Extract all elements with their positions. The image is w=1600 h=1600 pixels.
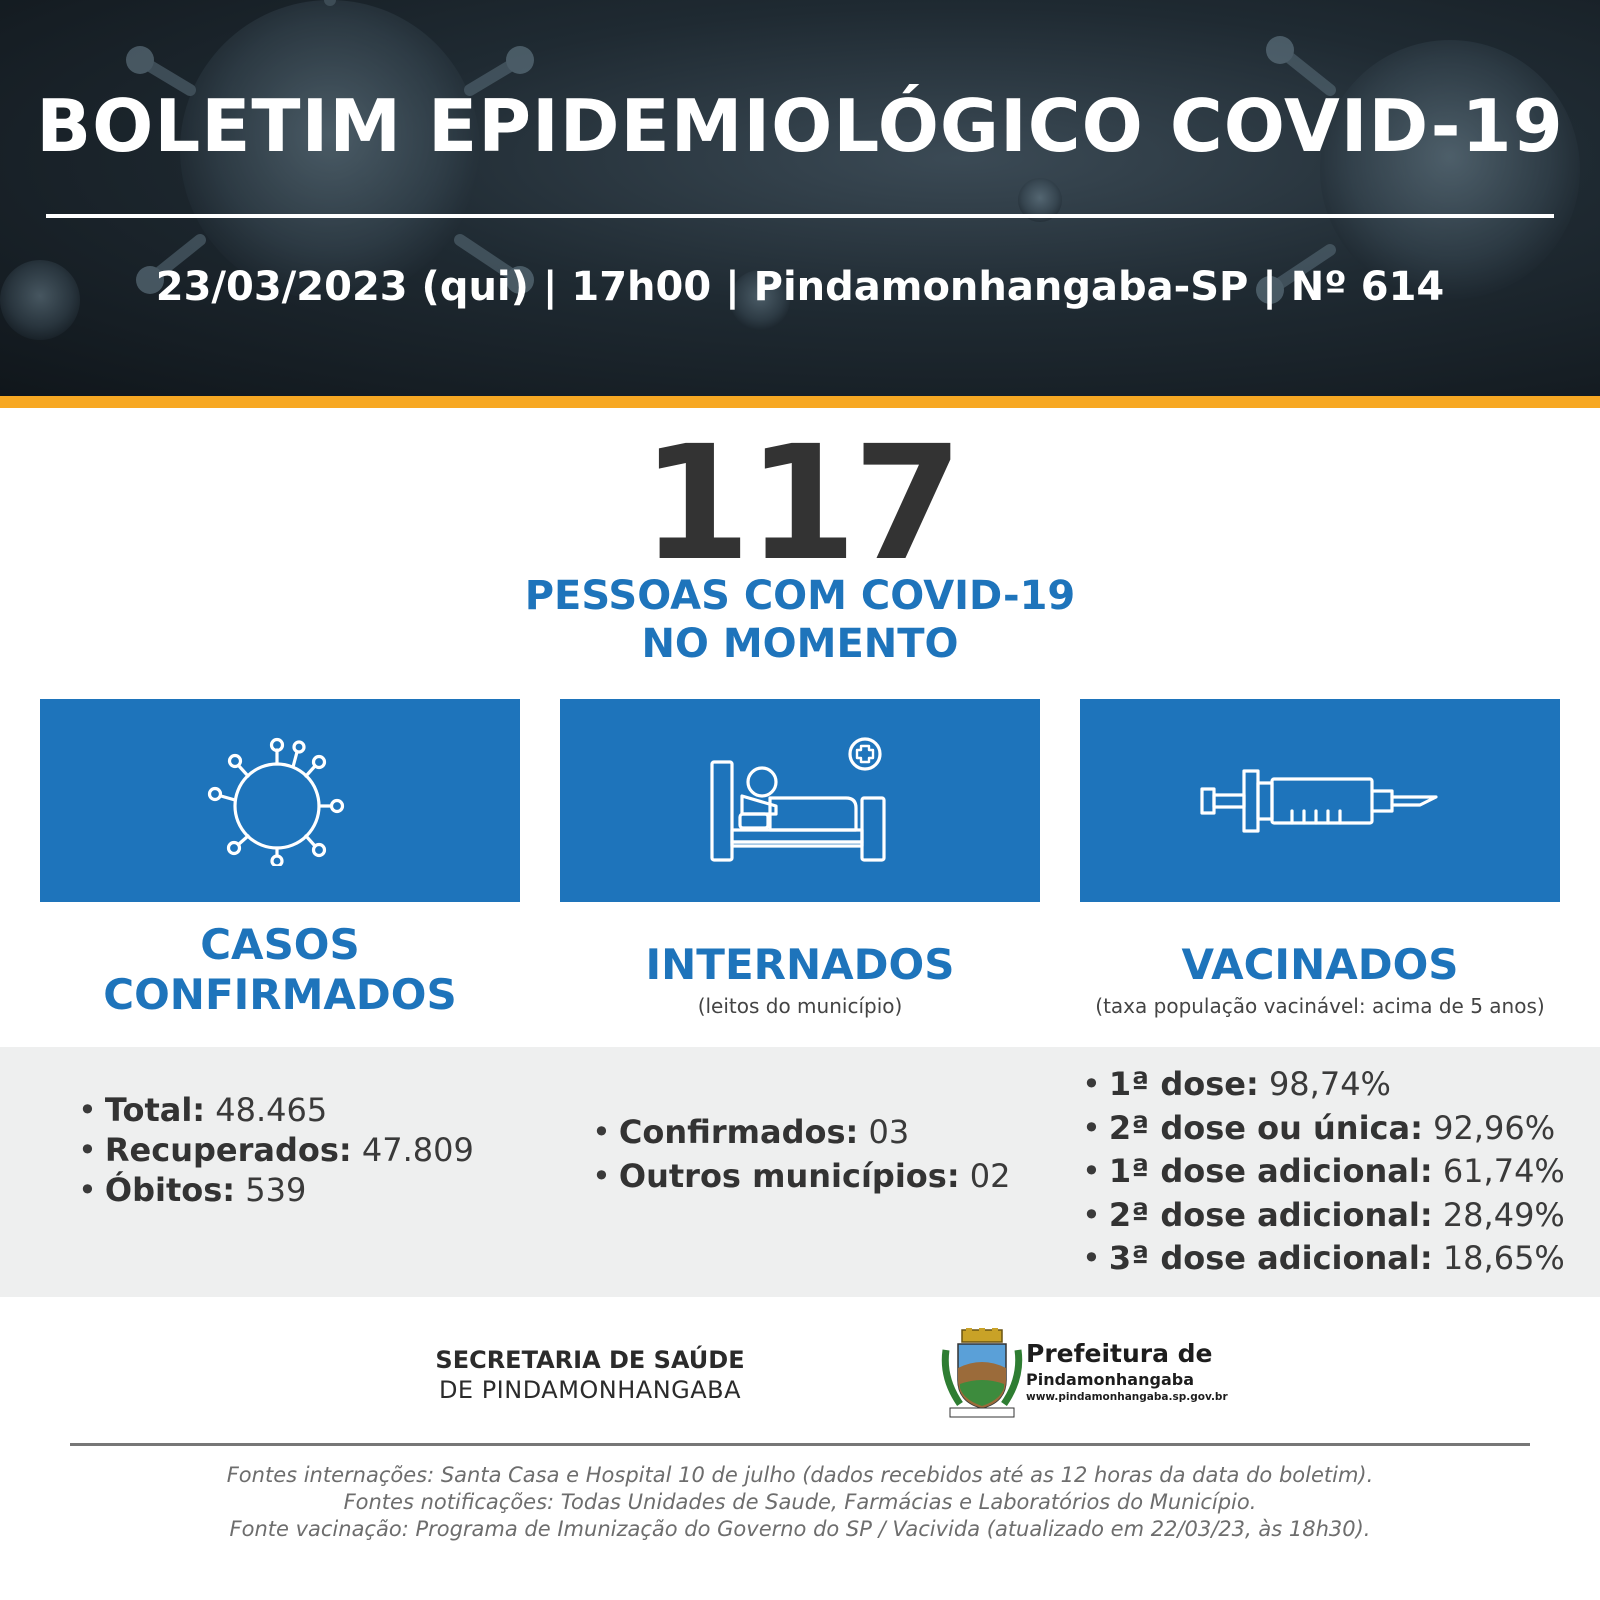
- footer-divider: [70, 1443, 1530, 1446]
- card-vacinados: [1080, 699, 1560, 902]
- card-label-casos: [40, 920, 520, 1020]
- list-item: • 1ª dose: 98,74%: [1082, 1065, 1391, 1103]
- prefeitura-city: Pindamonhangaba: [1026, 1370, 1194, 1389]
- syringe-icon: [1198, 761, 1443, 841]
- header-divider: [46, 214, 1554, 218]
- prefeitura-title: Prefeitura de: [1026, 1339, 1213, 1368]
- card-label-vacinados: VACINADOS: [1181, 940, 1459, 989]
- list-item: • Recuperados: 47.809: [78, 1131, 474, 1169]
- secretaria-title: SECRETARIA DE SAÚDE: [435, 1346, 745, 1374]
- source-line: Fontes notificações: Todas Unidades de Saude, Farmácias e Laboratórios do Município.: [343, 1490, 1257, 1514]
- list-item: • 2ª dose adicional: 28,49%: [1082, 1195, 1565, 1234]
- secretaria-subtitle: DE PINDAMONHANGABA: [438, 1376, 742, 1404]
- active-cases-number: 117: [641, 412, 959, 596]
- card-note-vacinados: (taxa população vacinável: acima de 5 anos): [1095, 994, 1545, 1018]
- virus-background-art: [0, 0, 1600, 396]
- active-cases-caption: [0, 572, 1600, 668]
- active-cases-caption-line2: NO MOMENTO: [641, 621, 959, 667]
- sources-text: [0, 1462, 1600, 1543]
- source-line: Fonte vacinação: Programa de Imunização do Governo do SP / Vacivida (atualizado em 22/03/23, às 18h30).: [229, 1517, 1371, 1541]
- vacinados-stats-list: [1082, 1063, 1565, 1281]
- card-casos-confirmados: [40, 699, 520, 902]
- city-crest-logo: [940, 1328, 1024, 1420]
- source-line: Fontes internações: Santa Casa e Hospital 10 de julho (dados recebidos até as 12 horas da data do boletim).: [226, 1463, 1374, 1487]
- virus-icon: [205, 736, 355, 866]
- hospital-bed-icon: [708, 736, 893, 866]
- list-item: • 3ª dose adicional: 18,65%: [1082, 1239, 1565, 1277]
- prefeitura-url: www.pindamonhangaba.sp.gov.br: [1026, 1391, 1228, 1403]
- card-label-casos-line1: CASOS: [200, 920, 360, 969]
- bulletin-info: 23/03/2023 (qui) | 17h00 | Pindamonhangaba-SP | Nº 614: [155, 264, 1445, 310]
- card-label-internados: INTERNADOS: [645, 940, 955, 989]
- page-title: BOLETIM EPIDEMIOLÓGICO COVID-19: [36, 84, 1564, 168]
- list-item: • Óbitos: 539: [78, 1171, 307, 1209]
- card-label-casos-line2: CONFIRMADOS: [103, 970, 457, 1019]
- card-note-internados: (leitos do município): [697, 994, 903, 1018]
- list-item: • 2ª dose ou única: 92,96%: [1082, 1108, 1556, 1147]
- card-internados: [560, 699, 1040, 902]
- accent-bar: [0, 396, 1600, 408]
- casos-stats-list: [78, 1090, 474, 1210]
- list-item: • Total: 48.465: [78, 1091, 328, 1129]
- header-banner: [0, 0, 1600, 396]
- list-item: • 1ª dose adicional: 61,74%: [1082, 1152, 1565, 1190]
- list-item: • Outros municípios: 02: [592, 1157, 1011, 1195]
- list-item: • Confirmados: 03: [592, 1113, 910, 1151]
- internados-stats-list: [592, 1110, 1011, 1198]
- active-cases-caption-line1: PESSOAS COM COVID-19: [524, 573, 1076, 619]
